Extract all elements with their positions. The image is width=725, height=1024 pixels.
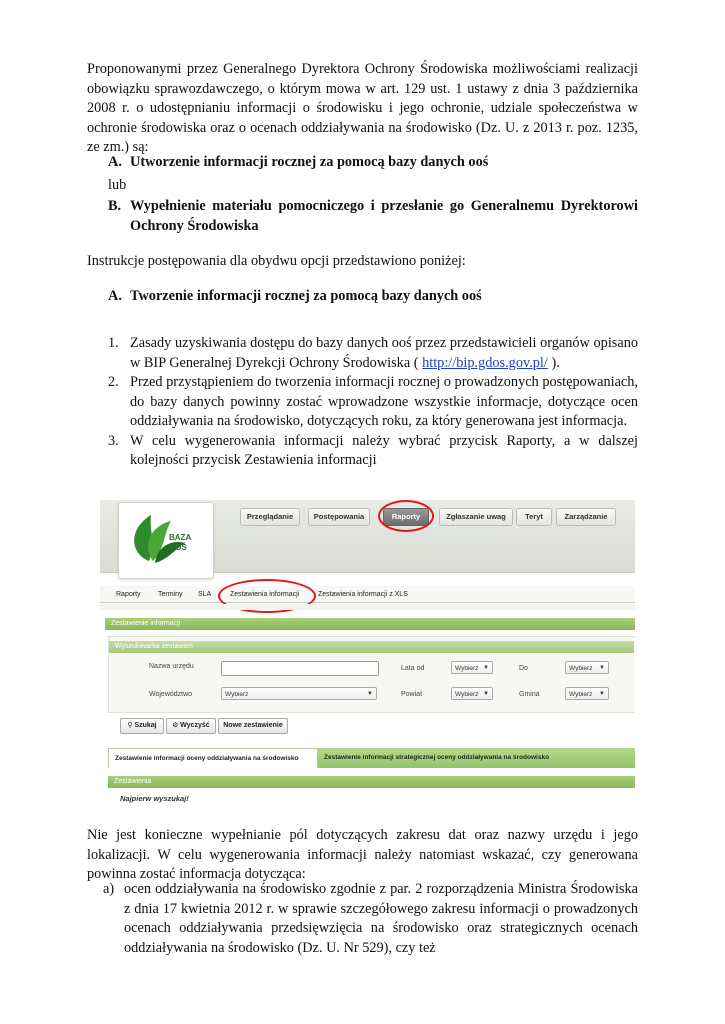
nav-przegladanie[interactable]: Przeglądanie [240,508,300,526]
nav-zglaszanie-uwag[interactable]: Zgłaszanie uwag [439,508,513,526]
label-office: Nazwa urzędu [149,663,194,670]
voivodeship-value: Wybierz [225,691,249,698]
nav-postepowania[interactable]: Postępowania [308,508,370,526]
label-commune: Gmina [519,691,540,698]
clear-icon: ⊘ [172,722,181,729]
step-text: Przed przystąpieniem do tworzenia informacji rocznej o prowadzonych postępowaniach, do bazy danych powinny zostać wprowadzone wszystkie informacje, dotyczące ocen oddziaływania na środowisko, dotyczących roku, za który generowana jest informacja. [130,374,638,429]
tab-zestawienia-informacji[interactable]: Zestawienia informacji [230,591,300,598]
clear-label: Wyczyść [180,722,210,729]
app-screenshot [100,500,635,812]
label-to: Do [519,665,528,672]
option-b-text: Wypełnienie materiału pomocniczego i przesłanie go Generalnemu Dyrektorowi Ochrony Środowiska [130,198,638,234]
dropdown-arrow-icon: ▼ [483,691,489,697]
step-item [108,334,638,373]
option-a-label: A. [108,154,122,170]
search-icon: ⚲ [127,722,135,729]
search-form [108,636,635,713]
tab-sea-info[interactable]: Zestawienie informacji strategicznej oceny oddziaływania na środowisko [318,748,635,768]
years-from-value: Wybierz [455,665,479,672]
point-a-text: ocen oddziaływania na środowisko zgodnie z par. 2 rozporządzenia Ministra Środowiska z dnia 17 kwietnia 2012 r. w sprawie szczegółowego zakresu informacji o prowadzonych ocenach oddziaływania przedsięwzięcia na środowisko oraz strategicznych ocenach oddziaływania na środowisko (Dz. U. Nr 529), czy też [124,881,638,956]
dropdown-arrow-icon: ▼ [483,665,489,671]
result-tabs [108,748,635,768]
separator [100,604,635,610]
years-from-select[interactable] [451,661,493,674]
step-text: Zasady uzyskiwania dostępu do bazy danych ooś przez przedstawicieli organów opisano w BIP Generalnej Dyrekcji Ochrony Środowiska ( [130,335,638,371]
step-number: 3. [108,432,119,449]
years-to-select[interactable] [565,661,609,674]
commune-value: Wybierz [569,691,593,698]
or-word: lub [108,177,127,193]
step-text-end: ). [547,354,560,371]
search-header: Wyszukiwarka zestawień [109,641,634,653]
nav-raporty[interactable]: Raporty [383,508,429,526]
baza-oos-logo [118,502,214,579]
tab-raporty[interactable]: Raporty [116,591,141,598]
section-a-label: A. [108,288,122,304]
step-number: 2. [108,374,119,390]
option-b-label: B. [108,198,122,214]
leaf-logo-icon [119,503,213,578]
results-header: Zestawienia [108,776,635,788]
district-value: Wybierz [455,691,479,698]
logo-text-line1: BAZA [169,533,192,542]
search-label: Szukaj [134,722,157,729]
district-select[interactable] [451,687,493,700]
tab-zestawienia-xls[interactable]: Zestawienia informacji z XLS [318,591,408,598]
point-a-label: a) [103,881,115,897]
section-header: Zestawienie informacji [105,618,635,630]
dropdown-arrow-icon: ▼ [367,691,373,697]
step-text: W celu wygenerowania informacji należy wybrać przycisk Raporty, a w dalszej kolejności przycisk Zestawienia informacji [130,432,638,468]
step-item [108,432,638,471]
label-voivodeship: Województwo [149,691,193,698]
steps-list [108,334,638,471]
label-years-from: Lata od [401,665,425,672]
new-report-button[interactable]: Nowe zestawienie [218,718,288,734]
dropdown-arrow-icon: ▼ [599,691,605,697]
empty-message: Najpierw wyszukaj! [120,794,189,803]
section-a-title: Tworzenie informacji rocznej za pomocą bazy danych ooś [130,288,482,304]
nav-zarzadzanie[interactable]: Zarządzanie [556,508,616,526]
option-a-text: Utworzenie informacji rocznej za pomocą bazy danych ooś [130,154,489,170]
logo-text-line2: OOŚ [169,543,187,552]
office-name-input[interactable] [221,661,379,676]
nav-teryt[interactable]: Teryt [516,508,552,526]
voivodeship-select[interactable] [221,687,377,700]
instructions-intro: Instrukcje postępowania dla obydwu opcji przedstawiono poniżej: [87,253,466,269]
tab-eia-info[interactable]: Zestawienie informacji oceny oddziaływania na środowisko [108,748,318,768]
years-to-value: Wybierz [569,665,593,672]
tab-terminy[interactable]: Terminy [158,591,183,598]
intro-paragraph: Proponowanymi przez Generalnego Dyrektora Ochrony Środowiska możliwościami realizacji obowiązku sprawozdawczego, o którym mowa w art. 129 ust. 1 ustawy z dnia 3 października 2008 r. o udostępnianiu informacji o środowisku i jego ochronie, udziale społeczeństwa w ochronie środowiska oraz o ocenach oddziaływania na środowisko (Dz. U. z 2013 r. poz. 1235, ze zm.) są: [87,61,638,155]
tab-sla[interactable]: SLA [198,591,212,598]
step-number: 1. [108,335,119,351]
after-paragraph: Nie jest konieczne wypełnianie pól dotyczących zakresu dat oraz nazwy urzędu i jego lokalizacji. W celu wygenerowania informacji należy natomiast wskazać, czy generowana powinna zostać informacja dotycząca: [87,827,638,882]
clear-button[interactable] [166,718,216,734]
label-district: Powiat [401,691,423,698]
dropdown-arrow-icon: ▼ [599,665,605,671]
search-button[interactable] [120,718,164,734]
step-item [108,373,638,432]
commune-select[interactable] [565,687,609,700]
bip-link[interactable]: http://bip.gdos.gov.pl/ [422,354,548,371]
highlight-ring-raporty [378,500,434,532]
